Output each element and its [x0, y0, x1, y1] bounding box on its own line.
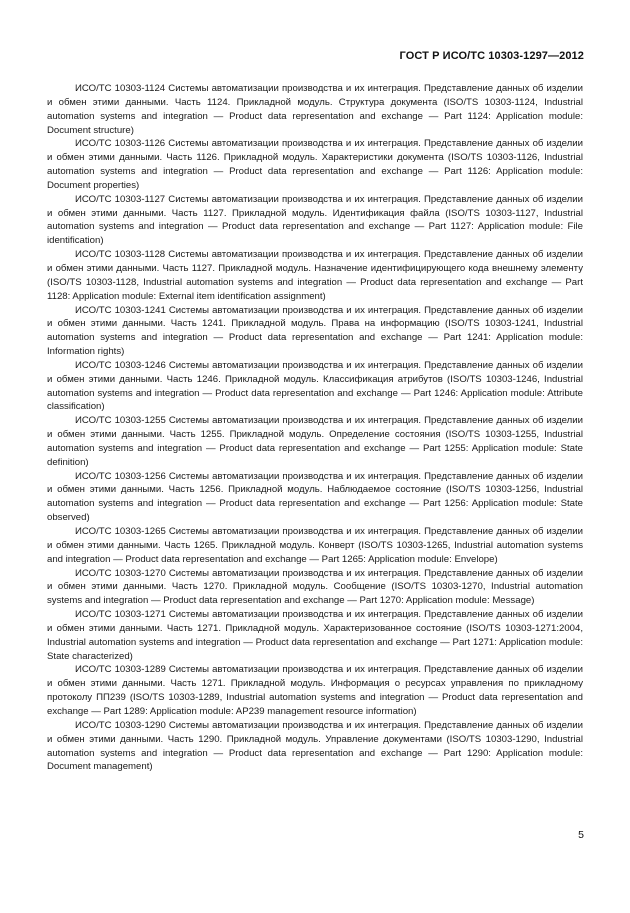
- reference-item: ИСО/ТС 10303-1289 Системы автоматизации производства и их интеграция. Представление данных об изделии и обмен этими данными. Часть 1271. Прикладной модуль. Информация о ресурсах управления по прикладному протоколу ПП239 (ISO/TS 10303-1289, Industrial automation systems and integration — Product data representation and exchange — Part 1289: Application module: AP239 management resource information): [47, 664, 583, 717]
- reference-item: ИСО/ТС 10303-1255 Системы автоматизации производства и их интеграция. Представление данных об изделии и обмен этими данными. Часть 1255. Прикладной модуль. Определение состояния (ISO/TS 10303-1255, Industrial automation systems and integration — Product data representation and exchange — Part 1255: Application module: State definition): [47, 415, 583, 468]
- reference-item: ИСО/ТС 10303-1290 Системы автоматизации производства и их интеграция. Представление данных об изделии и обмен этими данными. Часть 1290. Прикладной модуль. Управление документами (ISO/TS 10303-1290, Industrial automation systems and integration — Product data representation and exchange — Part 1290: Application module: Document management): [47, 719, 583, 773]
- reference-item: ИСО/ТС 10303-1256 Системы автоматизации производства и их интеграция. Представление данных об изделии и обмен этими данными. Часть 1256. Прикладной модуль. Наблюдаемое состояние (ISO/TS 10303-1256, Industrial automation systems and integration — Product data representation and exchange — Part 1256: Application module: State observed): [47, 470, 583, 524]
- reference-item: ИСО/ТС 10303-1127 Системы автоматизации производства и их интеграция. Представление данных об изделии и обмен этими данными. Часть 1127. Прикладной модуль. Идентификация файла (ISO/TS 10303-1127, Industrial automation systems and integration — Product data representation and exchange — Part 1127: Application module: File identification): [47, 193, 583, 247]
- reference-item: ИСО/ТС 10303-1124 Системы автоматизации производства и их интеграция. Представление данных об изделии и обмен этими данными. Часть 1124. Прикладной модуль. Структура документа (ISO/TS 10303-1124, Industrial automation systems and integration — Product data representation and exchange — Part 1124: Application module: Document structure): [47, 83, 583, 136]
- reference-item: ИСО/ТС 10303-1271 Системы автоматизации производства и их интеграция. Представление данных об изделии и обмен этими данными. Часть 1271. Прикладной модуль. Характеризованное состояние (ISO/TS 10303-1271:2004, Industrial automation systems and integration — Product data representation and exchange — Part 1271: Application module: State characterized): [47, 609, 583, 662]
- reference-item: ИСО/ТС 10303-1128 Системы автоматизации производства и их интеграция. Представление данных об изделии и обмен этими данными. Часть 1127. Прикладной модуль. Назначение идентифицирующего кода внешнему элементу (ISO/TS 10303-1128, Industrial automation systems and integration — Product data representation and exchange — Part 1128: Application module: External item identification assignment): [47, 249, 583, 302]
- reference-item: ИСО/ТС 10303-1265 Системы автоматизации производства и их интеграция. Представление данных об изделии и обмен этими данными. Часть 1265. Прикладной модуль. Конверт (ISO/TS 10303-1265, Industrial automation systems and integration — Product data representation and exchange — Part 1265: Application module: Envelope): [47, 526, 583, 565]
- reference-item: ИСО/ТС 10303-1126 Системы автоматизации производства и их интеграция. Представление данных об изделии и обмен этими данными. Часть 1126. Прикладной модуль. Характеристики документа (ISO/TS 10303-1126, Industrial automation systems and integration — Product data representation and exchange — Part 1126: Application module: Document properties): [47, 138, 583, 191]
- document-number-header: ГОСТ Р ИСО/ТС 10303-1297—2012: [399, 50, 584, 62]
- reference-item: ИСО/ТС 10303-1246 Системы автоматизации производства и их интеграция. Представление данных об изделии и обмен этими данными. Часть 1246. Прикладной модуль. Классификация атрибутов (ISO/TS 10303-1246, Industrial automation systems and integration — Product data representation and exchange — Part 1246: Application module: Attribute classification): [47, 359, 583, 413]
- reference-item: ИСО/ТС 10303-1241 Системы автоматизации производства и их интеграция. Представление данных об изделии и обмен этими данными. Часть 1241. Прикладной модуль. Права на информацию (ISO/TS 10303-1241, Industrial automation systems and integration — Product data representation and exchange — Part 1241: Application module: Information rights): [47, 304, 583, 358]
- normative-references-list: [47, 82, 583, 774]
- page-number: 5: [578, 829, 584, 841]
- reference-item: ИСО/ТС 10303-1270 Системы автоматизации производства и их интеграция. Представление данных об изделии и обмен этими данными. Часть 1270. Прикладной модуль. Сообщение (ISO/TS 10303-1270, Industrial automation systems and integration — Product data representation and exchange — Part 1270: Application module: Message): [47, 567, 583, 607]
